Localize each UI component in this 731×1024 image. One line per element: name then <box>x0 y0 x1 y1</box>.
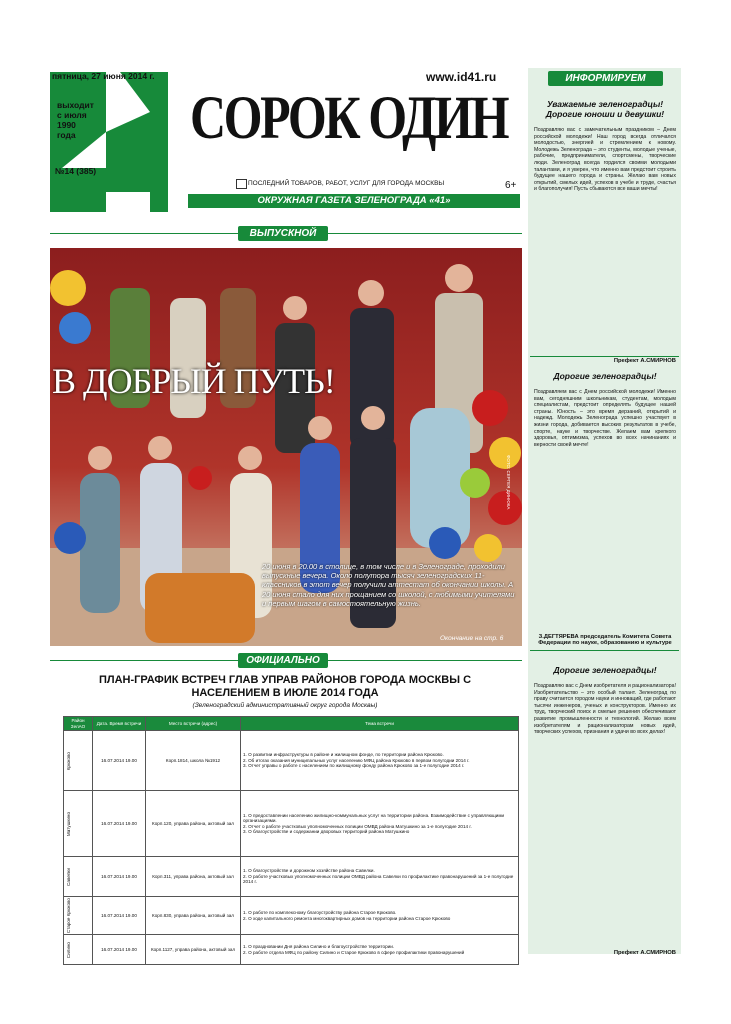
slogan: ПОСЛЕДНИЙ ТОВАРОВ, РАБОТ, УСЛУГ ДЛЯ ГОРОДА МОСКВЫ <box>248 180 445 187</box>
greeting-block <box>534 656 676 962</box>
section-tag-graduation: ВЫПУСКНОЙ <box>238 226 328 241</box>
photo-headline: В ДОБРЫЙ ПУТЬ! <box>52 361 335 401</box>
age-rating: 6+ <box>505 180 517 191</box>
table-row <box>64 897 519 935</box>
date-cell: 16.07.2014 19.00 <box>93 935 146 965</box>
district-cell: Крюково <box>66 751 71 770</box>
place-cell: Корп.1814, школа №1912 <box>146 731 241 791</box>
greeting-body: Поздравляем вас с Днем российской молодежи! Именно вам, сегодняшним школьникам, студентам, молодым специалистам, предстоит определять будущее нашей страны. Юность – это время дерзаний, открытий и надежд. Молодежь Зеленограда успешно участвует в жизни города, добивается высоких результатов в учебе, спорте, науке и творчестве. Желаем вам крепкого здоровья, оптимизма, успехов во всех начинаниях и верности своей мечте! <box>534 389 676 448</box>
table-row <box>64 731 519 791</box>
greeting-signature: Префект А.СМИРНОВ <box>613 358 676 365</box>
table-row <box>64 935 519 965</box>
place-cell: Корп.120, управа района, актовый зал <box>146 791 241 857</box>
website-link[interactable]: www.id41.ru <box>426 70 497 84</box>
table-header: Тема встречи <box>241 717 519 731</box>
greeting-body: Поздравляю вас с замечательным праздником – Днем российской молодежи! Наш город всегда отличался молодостью, энергией и стремлением к новому. Молодежь Зеленограда – это студенты, молодые ученые, рабочие, предприниматели, спортсмены, творческие люди. Зеленоград всегда гордился своими молодыми талантами, и я уверен, что именно вам предстоит строить будущее нашего города и страны. Желаю вам новых открытий, смелых идей, успехов в учебе и труде, счастья и благополучия! Пусть сбываются все ваши мечты! <box>534 127 676 193</box>
photo-credit: ФОТО: СЕРГЕЯ ДИНЮКА <box>506 455 511 510</box>
continued-note: Окончание на стр. 6 <box>440 635 504 642</box>
table-header: Место встречи (адрес) <box>146 717 241 731</box>
place-cell: Корп.311, управа района, актовый зал <box>146 857 241 897</box>
section-tag-official: ОФИЦИАЛЬНО <box>238 653 328 668</box>
masthead-number-logo <box>50 72 190 212</box>
greeting-block <box>534 90 676 370</box>
greeting-body: Поздравляю вас с Днем изобретателя и рационализатора! Изобретательство – это особый талант. Зеленоград по праву считается городом науки и инноваций, где работают тысячи инженеров, ученых и конструкторов. Именно их труд, творческий поиск и смелые решения обеспечивают развитие промышленности и технологий. Желаю всем изобретателям и рационализаторам новых идей, творческих успехов, признания и удачи во всех делах! <box>534 683 676 736</box>
barcode-icon <box>236 179 247 189</box>
greeting-signature: Префект А.СМИРНОВ <box>613 950 676 957</box>
district-cell: Савелки <box>66 867 71 886</box>
newspaper-subtitle: ОКРУЖНАЯ ГАЗЕТА ЗЕЛЕНОГРАДА «41» <box>188 194 520 208</box>
date-cell: 16.07.2014 19.00 <box>93 897 146 935</box>
date-cell: 16.07.2014 19.00 <box>93 857 146 897</box>
place-cell: Корп.1127, управа района, актовый зал <box>146 935 241 965</box>
table-row <box>64 791 519 857</box>
topic-cell: 1. О праздновании Дня района Силино и благоустройстве территории. 2. О работе отдела МФЦ по району Силино и Старое Крюково в сфере профилактики правонарушений <box>241 935 519 965</box>
schedule-title: ПЛАН-ГРАФИК ВСТРЕЧ ГЛАВ УПРАВ РАЙОНОВ ГОРОДА МОСКВЫ С НАСЕЛЕНИЕМ В ИЮЛЕ 2014 ГОДА <box>98 674 472 699</box>
greeting-heading: Дорогие зеленоградцы! <box>553 664 657 675</box>
greeting-heading: Уважаемые зеленоградцы! Дорогие юноши и девушки! <box>545 98 665 119</box>
table-header: Район ЗелАО <box>64 717 93 731</box>
topic-cell: 1. О развитии инфраструктуры в районе и жилищном фонде, по территории района Крюково. 2. Об итогах оказания муниципальных услуг населению МФЦ района Крюково в первом полугодии 2014 г. 3. Отчет управы о работе с населением по жилищному фонду района Крюково за 1-е полугодие 2014 г. <box>241 731 519 791</box>
newspaper-title: СОРОК ОДИН <box>190 85 508 152</box>
schedule-subtitle: (Зеленоградский административный округ города Москвы) <box>192 702 378 709</box>
date-cell: 16.07.2014 19.00 <box>93 791 146 857</box>
topic-cell: 1. О благоустройстве и дорожном хозяйстве района Савелки. 2. О работе участковых уполномоченных полиции ОМВД района Савелки по профилактике правонарушений за 1-е полугодие 2014 г. <box>241 857 519 897</box>
table-row <box>64 857 519 897</box>
greeting-heading: Дорогие зеленоградцы! <box>553 370 657 381</box>
schedule-table <box>63 716 519 965</box>
district-cell: Матушкино <box>66 811 71 836</box>
photo-caption: 20 июня в 20.00 в столице, в том числе и в Зеленограде, проходили выпускные вечера. Около полутора тысяч зеленоградских 11-классников в этот вечер получили аттестат об окончании школы. А 20 июня стало для них прощанием со школой, с любимыми учителями и первым шагом в самостоятельную жизнь. <box>262 562 515 608</box>
district-cell: Старое Крюково <box>66 898 71 934</box>
date-cell: 16.07.2014 19.00 <box>93 731 146 791</box>
since-label: выходит с июля 1990 года <box>57 100 94 140</box>
issue-number: №14 (385) <box>55 166 97 176</box>
divider <box>530 356 679 357</box>
table-header: Дата. Время встречи <box>93 717 146 731</box>
place-cell: Корп.830, управа района, актовый зал <box>146 897 241 935</box>
issue-date: пятница, 27 июня 2014 г. <box>52 71 155 81</box>
greeting-signature: З.ДЕГТЯРЕВА председатель Комитета Совета Федерации по науке, образованию и культуре <box>538 634 672 647</box>
greeting-block <box>534 362 676 652</box>
topic-cell: 1. О работе по комплексному благоустройству района Старое Крюково. 2. О ходе капитального ремонта многоквартирных домов на территории района Старое Крюково <box>241 897 519 935</box>
topic-cell: 1. О предоставлении населению жилищно-коммунальных услуг на территории района. Взаимодействие с управляющими организациями. 2. Отчет о работе участковых уполномоченных полиции ОМВД района Матушкино за 1-е полугодие 2014 г. 3. О благоустройстве и содержании дворовых территорий района Матушкино <box>241 791 519 857</box>
district-cell: Силино <box>66 941 71 958</box>
section-tag-info: ИНФОРМИРУЕМ <box>548 71 663 86</box>
divider <box>530 650 679 651</box>
